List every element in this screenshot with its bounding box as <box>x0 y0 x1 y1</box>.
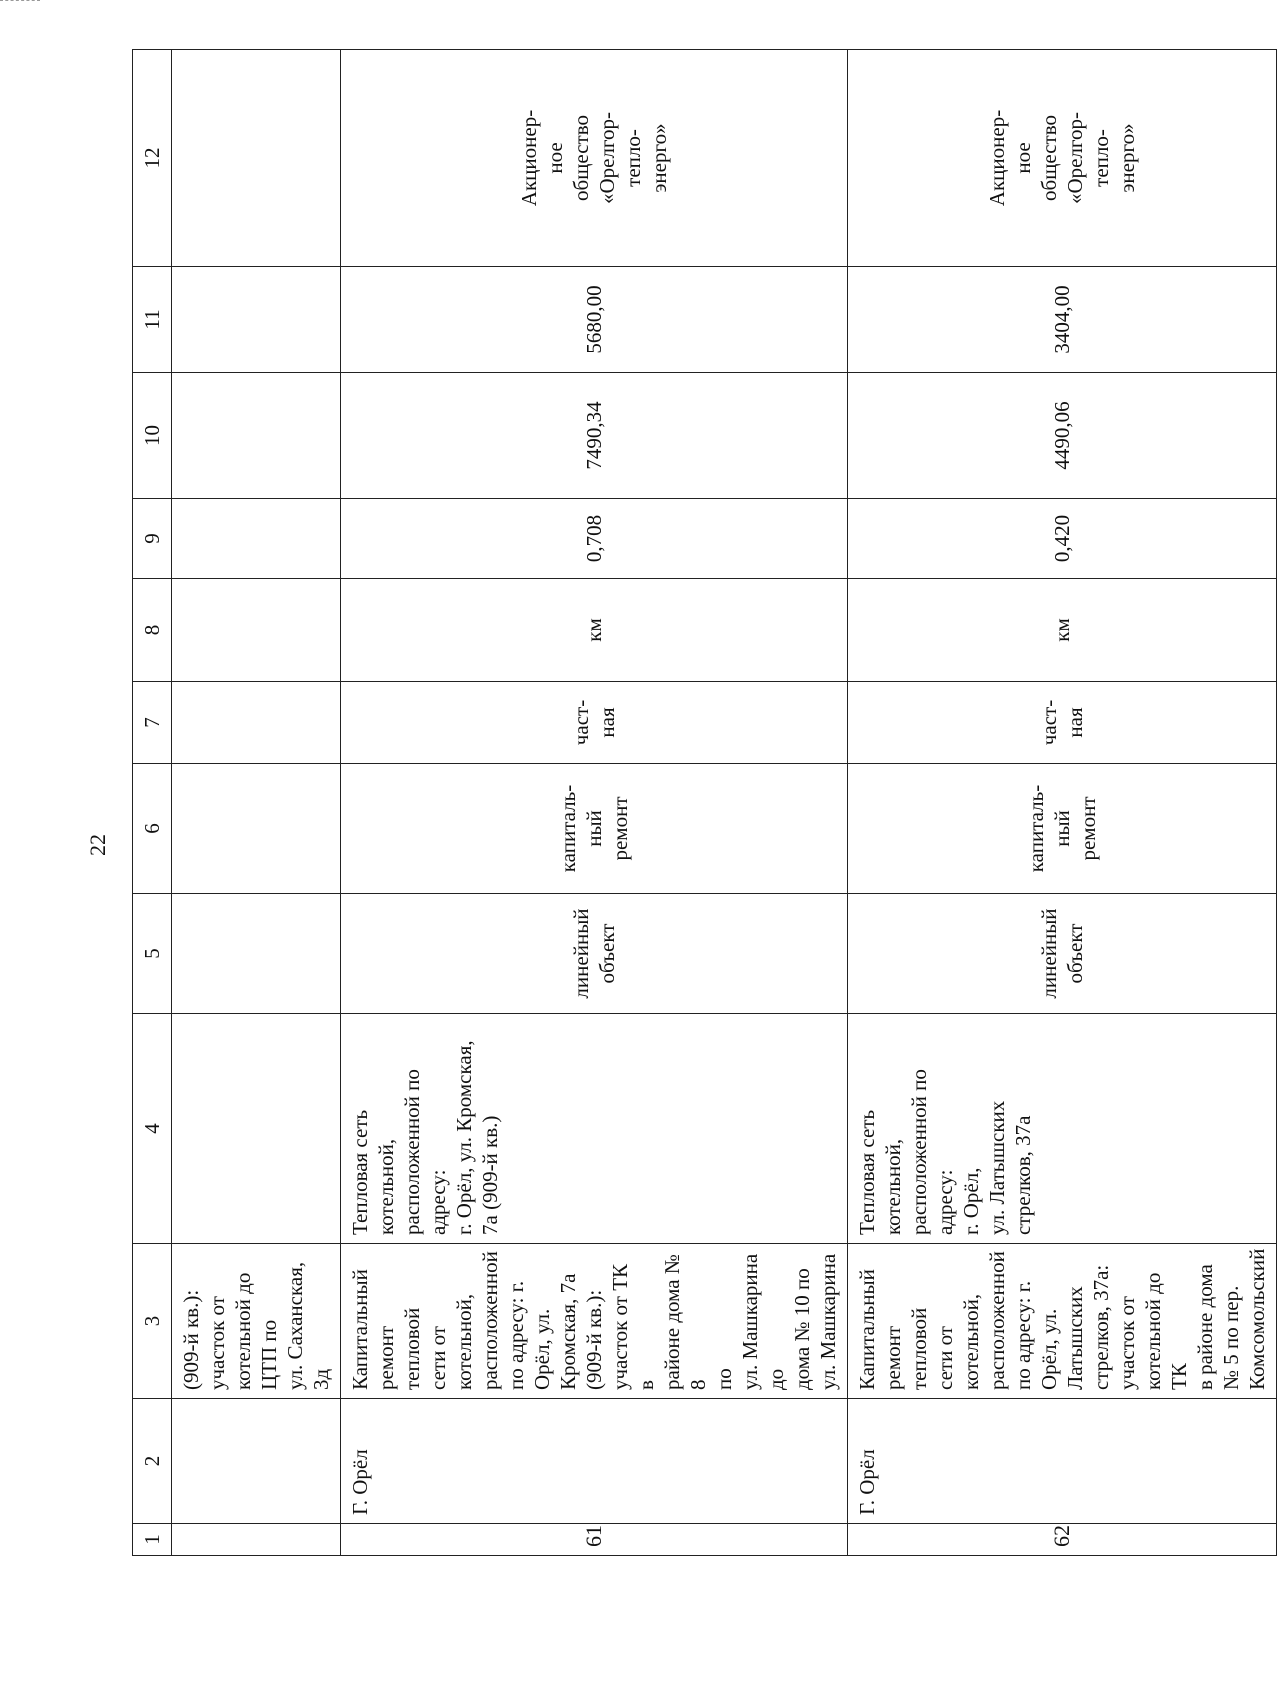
city-cell: Г. Орёл <box>341 1399 848 1524</box>
header-row <box>133 50 172 1556</box>
header-cell: 8 <box>133 579 172 682</box>
organization-cell: Акционер- ное общество «Орелгор- тепло- энерго» <box>848 50 1277 267</box>
table-row <box>341 50 848 1556</box>
works-table <box>132 49 1277 1556</box>
header-cell: 4 <box>133 1014 172 1244</box>
rotated-table-container <box>132 50 1269 1556</box>
cost-2-cell: 5680,00 <box>341 267 848 373</box>
header-cell: 7 <box>133 682 172 764</box>
header-cell: 3 <box>133 1244 172 1399</box>
header-cell: 5 <box>133 894 172 1014</box>
header-cell: 2 <box>133 1399 172 1524</box>
scope-cell: част- ная <box>341 682 848 764</box>
city-cell: Г. Орёл <box>848 1399 1277 1524</box>
continuation-work-cell: (909-й кв.): участок от котельной до ЦТП по ул. Саханская, 3д <box>172 1244 341 1399</box>
cost-2-cell: 3404,00 <box>848 267 1277 373</box>
object-type-cell: линейный объект <box>848 894 1277 1014</box>
object-cell: Тепловая сеть котельной, расположенной по адресу: г. Орёл, ул. Кромская, 7а (909-й кв.) <box>341 1014 848 1244</box>
unit-cell: км <box>341 579 848 682</box>
header-cell: 9 <box>133 499 172 579</box>
header-cell: 6 <box>133 764 172 894</box>
organization-cell: Акционер- ное общество «Орелгор- тепло- энерго» <box>341 50 848 267</box>
quantity-cell: 0,420 <box>848 499 1277 579</box>
page-number: 22 <box>85 834 110 856</box>
work-description-cell: Капитальный ремонт тепловой сети от котельной, расположенной по адресу: г. Орёл, ул. Кромская, 7а (909-й кв.): участок от ТК в районе дома № 8 по ул. Машкарина до дома № 10 по ул. Машкарина <box>341 1244 848 1399</box>
header-cell: 11 <box>133 267 172 373</box>
scan-edge-mark <box>0 0 40 2</box>
table-row <box>848 50 1277 1556</box>
cost-cell: 7490,34 <box>341 373 848 499</box>
scope-cell: част- ная <box>848 682 1277 764</box>
repair-type-cell: капиталь- ный ремонт <box>848 764 1277 894</box>
row-number: 62 <box>848 1524 1277 1556</box>
work-description-cell: Капитальный ремонт тепловой сети от котельной, расположенной по адресу: г. Орёл, ул. Латышских стрелков, 37а: участок от котельной до ТК в районе дома № 5 по пер. Комсомольский <box>848 1244 1277 1399</box>
quantity-cell: 0,708 <box>341 499 848 579</box>
object-cell: Тепловая сеть котельной, расположенной по адресу: г. Орёл, ул. Латышских стрелков, 37а <box>848 1014 1277 1244</box>
unit-cell: км <box>848 579 1277 682</box>
continuation-row <box>172 50 341 1556</box>
repair-type-cell: капиталь- ный ремонт <box>341 764 848 894</box>
header-cell: 1 <box>133 1524 172 1556</box>
row-number: 61 <box>341 1524 848 1556</box>
object-type-cell: линейный объект <box>341 894 848 1014</box>
header-cell: 10 <box>133 373 172 499</box>
header-cell: 12 <box>133 50 172 267</box>
cost-cell: 4490,06 <box>848 373 1277 499</box>
